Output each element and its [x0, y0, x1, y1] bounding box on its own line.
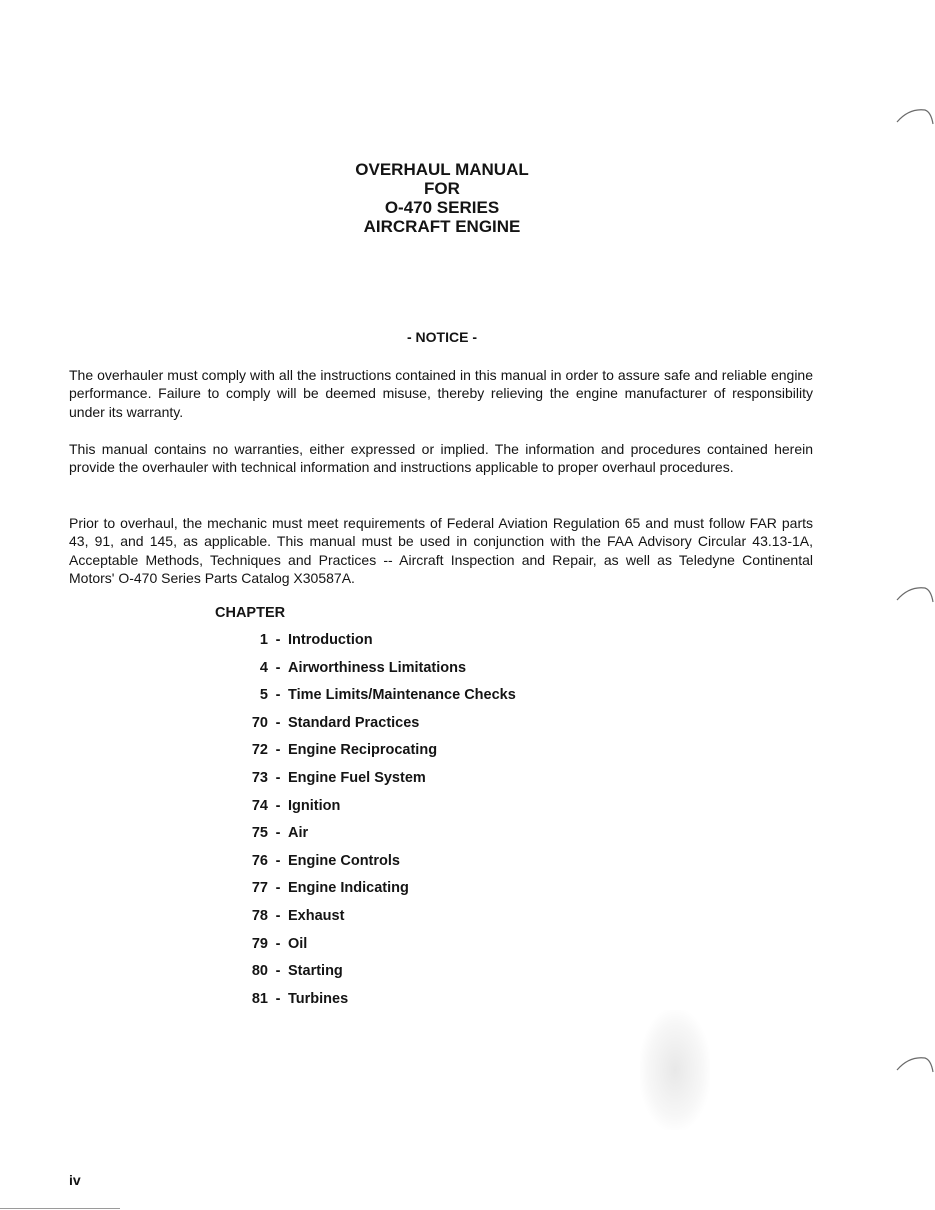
- chapter-number: 5: [259, 687, 268, 704]
- title-line-2: FOR: [424, 179, 460, 198]
- chapter-title: Oil: [288, 935, 308, 952]
- scan-smudge: [640, 1010, 710, 1130]
- scan-edge-line: [0, 1208, 120, 1209]
- chapter-number: 70: [251, 714, 268, 731]
- chapter-number: 80: [251, 963, 268, 980]
- chapter-number: 78: [251, 907, 268, 924]
- chapter-number: 79: [251, 935, 268, 952]
- chapter-list: [240, 632, 600, 1018]
- title-line-3: O-470 SERIES: [384, 198, 500, 217]
- chapter-title: Exhaust: [288, 907, 345, 924]
- page-number: iv: [69, 1172, 81, 1188]
- notice-paragraph-2: This manual contains no warranties, either expressed or implied. The information and procedures contained herein provide the overhauler with technical information and instructions applicable to proper overhaul procedures.: [69, 441, 813, 476]
- chapter-heading: CHAPTER: [215, 605, 286, 621]
- chapter-title: Ignition: [288, 797, 341, 814]
- title-line-4: AIRCRAFT ENGINE: [363, 217, 521, 236]
- chapter-number: 1: [259, 632, 268, 648]
- chapter-number: 72: [251, 742, 268, 759]
- chapter-item: 78 - Exhaust: [240, 908, 600, 936]
- chapter-title: Airworthiness Limitations: [288, 659, 467, 676]
- chapter-title: Engine Fuel System: [288, 769, 426, 786]
- chapter-item: 77 - Engine Indicating: [240, 880, 600, 908]
- notice-paragraph-1: The overhauler must comply with all the instructions contained in this manual in order to assure safe and reliable engine performance. Failure to comply will be deemed misuse, thereby relieving the engine manufacturer of responsibility under its warranty.: [69, 367, 813, 420]
- chapter-title: Time Limits/Maintenance Checks: [288, 687, 516, 704]
- chapter-item: 79 - Oil: [240, 936, 600, 964]
- chapter-title: Engine Indicating: [288, 880, 409, 897]
- chapter-item: 70 - Standard Practices: [240, 715, 600, 743]
- chapter-title: Air: [288, 825, 309, 842]
- notice-paragraph-3: Prior to overhaul, the mechanic must meet requirements of Federal Aviation Regulation 65 and must follow FAR parts 43, 91, and 145, as applicable. This manual must be used in conjunction with the FAA Advisory Circular 43.13-1A, Acceptable Methods, Techniques and Practices -- Aircraft Inspection and Repair, as well as Teledyne Continental Motors' O-470 Series Parts Catalog X30587A.: [69, 515, 813, 587]
- binder-hole-mark: [895, 100, 935, 140]
- chapter-item: 72 - Engine Reciprocating: [240, 742, 600, 770]
- binder-hole-mark: [895, 578, 935, 618]
- chapter-number: 4: [259, 659, 268, 676]
- chapter-item: 5 - Time Limits/Maintenance Checks: [240, 687, 600, 715]
- document-title: [0, 160, 884, 236]
- chapter-title: Introduction: [288, 632, 373, 648]
- chapter-number: 74: [251, 797, 268, 814]
- chapter-title: Standard Practices: [288, 714, 420, 731]
- chapter-item: 76 - Engine Controls: [240, 853, 600, 881]
- chapter-item: 75 - Air: [240, 825, 600, 853]
- chapter-number: 77: [251, 880, 268, 897]
- chapter-item: 81 - Turbines: [240, 991, 600, 1019]
- chapter-title: Starting: [288, 963, 343, 980]
- chapter-item: 4 - Airworthiness Limitations: [240, 660, 600, 688]
- binder-hole-mark: [895, 1048, 935, 1088]
- chapter-item: 73 - Engine Fuel System: [240, 770, 600, 798]
- chapter-item: 74 - Ignition: [240, 798, 600, 826]
- chapter-title: Engine Reciprocating: [288, 742, 438, 759]
- chapter-number: 81: [251, 990, 268, 1007]
- notice-heading: - NOTICE -: [407, 329, 477, 345]
- chapter-item: 80 - Starting: [240, 963, 600, 991]
- chapter-title: Turbines: [288, 990, 349, 1007]
- chapter-number: 76: [251, 852, 268, 869]
- title-line-1: OVERHAUL MANUAL: [355, 160, 529, 179]
- chapter-title: Engine Controls: [288, 852, 400, 869]
- chapter-item: 1 - Introduction: [240, 632, 600, 660]
- chapter-number: 75: [251, 825, 268, 842]
- chapter-number: 73: [251, 769, 268, 786]
